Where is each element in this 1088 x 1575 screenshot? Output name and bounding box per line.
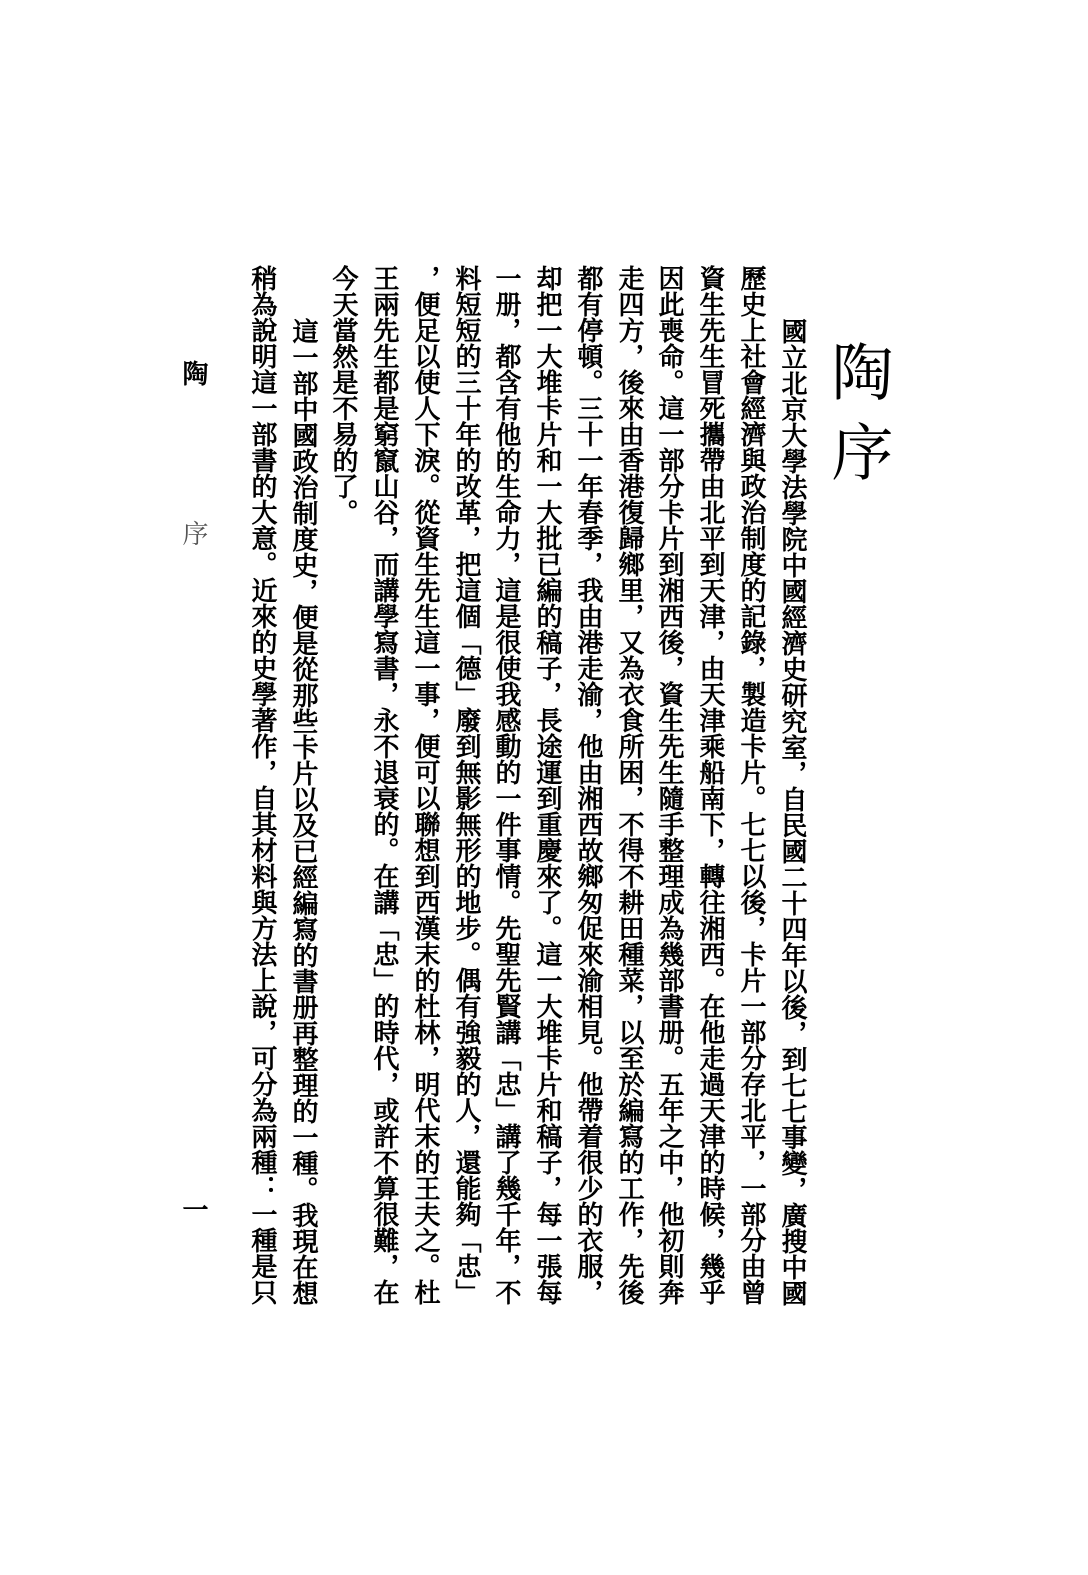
text-column: 却把一大堆卡片和一大批已編的稿子，長途運到重慶來了。這一大堆卡片和稿子，每一張每	[532, 265, 562, 1305]
page-number: 一	[178, 1196, 208, 1222]
text-column: 歷史上社會經濟與政治制度的記錄，製造卡片。七七以後，卡片一部分存北平，一部分由曾	[736, 265, 766, 1305]
text-column: 王兩先生都是窮竄山谷，而講學寫書，永不退衰的。在講「忠」的時代，或許不算很難，在	[369, 265, 399, 1305]
page-title: 陶序	[821, 340, 894, 500]
text-column: ，便足以使人下淚。從資生先生這一事，便可以聯想到西漢末的杜林，明代末的王夫之。杜	[410, 265, 440, 1305]
running-head: 陶	[178, 360, 208, 386]
text-column: 因此喪命。這一部分卡片到湘西後，資生先生隨手整理成為幾部書册。五年之中，他初則奔	[654, 265, 684, 1305]
text-column: 國立北京大學法學院中國經濟史研究室，自民國二十四年以後，到七七事變，廣搜中國	[777, 318, 807, 1306]
running-head: 序	[178, 520, 208, 546]
text-column: 這一部中國政治制度史，便是從那些卡片以及已經編寫的書册再整理的一種。我現在想	[288, 318, 318, 1306]
text-column: 稍為說明這一部書的大意。近來的史學著作，自其材料與方法上說，可分為兩種：一種是只	[247, 265, 277, 1305]
text-column: 一册，都含有他的生命力，這是很使我感動的一件事情。先聖先賢講「忠」講了幾千年，不	[491, 265, 521, 1305]
text-column: 資生先生冒死攜帶由北平到天津，由天津乘船南下，轉往湘西。在他走過天津的時候，幾乎	[695, 265, 725, 1305]
text-column: 都有停頓。三十一年春季，我由港走渝，他由湘西故鄉匆促來渝相見。他帶着很少的衣服，	[573, 265, 603, 1305]
text-column: 今天當然是不易的了。	[328, 265, 358, 525]
text-column: 料短短的三十年的改革，把這個「德」廢到無影無形的地步。偶有強毅的人，還能夠「忠」	[451, 265, 481, 1305]
text-column: 走四方，後來由香港復歸鄉里，又為衣食所困，不得不耕田種菜，以至於編寫的工作，先後	[614, 265, 644, 1305]
